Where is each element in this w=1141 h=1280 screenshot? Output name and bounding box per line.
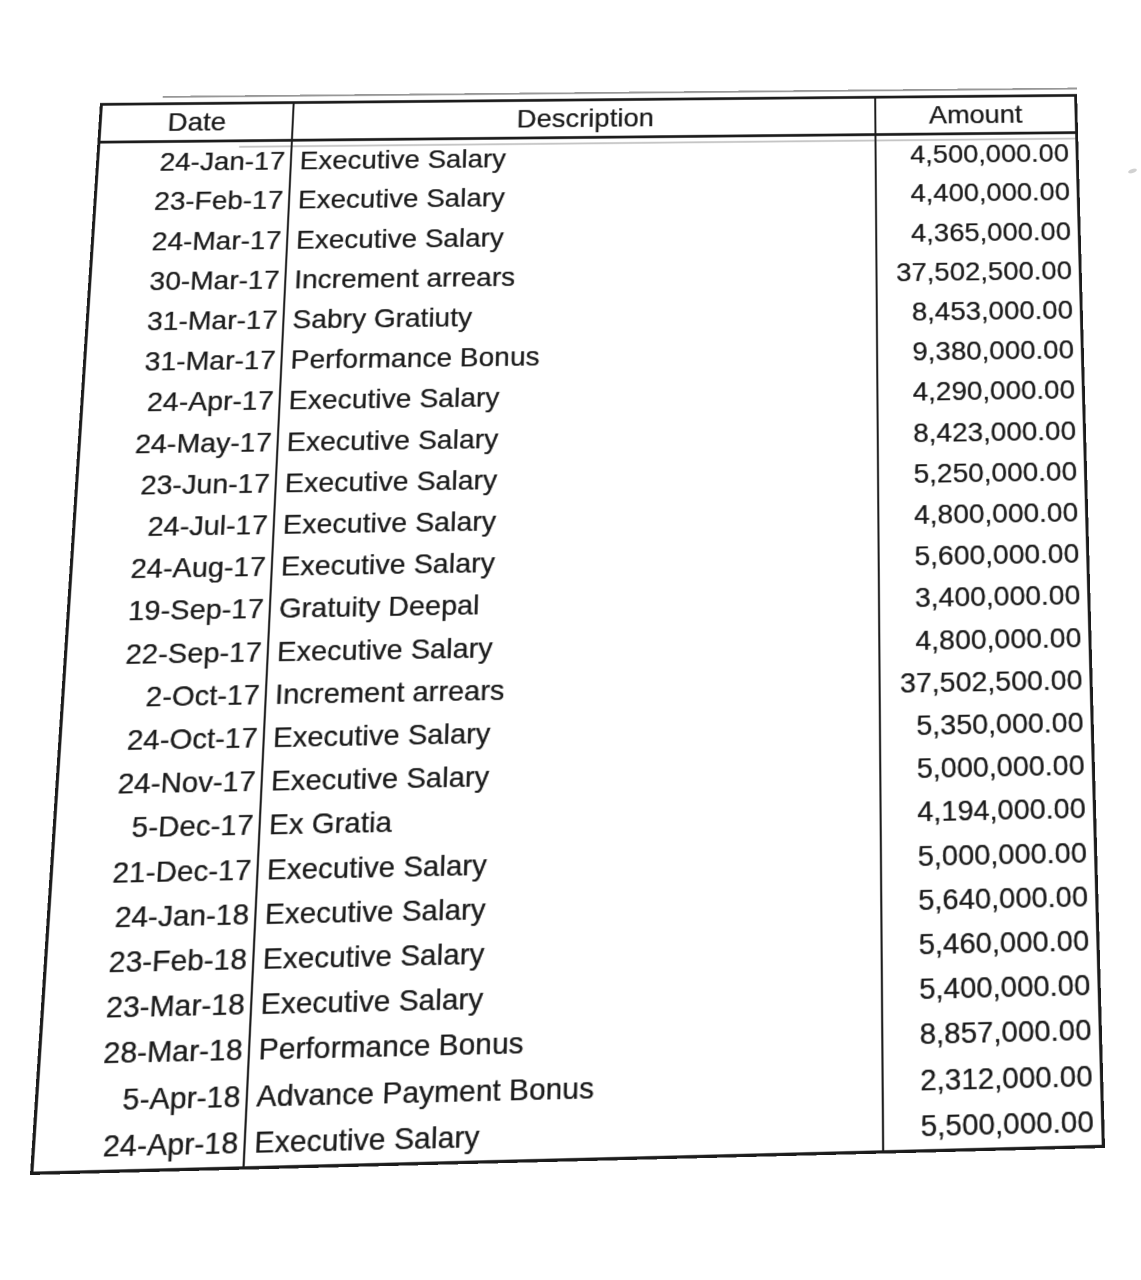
table-body: [33, 134, 1101, 1172]
amount-cell: 8,453,000.00: [911, 294, 1074, 327]
description-cell: Executive Salary: [278, 413, 879, 463]
amount-cell: 5,640,000.00: [918, 879, 1089, 917]
date-cell: 19-Sep-17: [68, 588, 271, 634]
date-cell: 24-Jan-17: [98, 142, 293, 183]
date-cell: 24-Oct-17: [60, 716, 266, 763]
amount-cell: 5,250,000.00: [913, 455, 1078, 489]
description-cell: Performance Bonus: [249, 1013, 883, 1073]
amount-cell: 5,500,000.00: [920, 1104, 1095, 1143]
date-cell: 24-Mar-17: [93, 220, 290, 262]
date-cell: 23-Feb-18: [46, 937, 256, 987]
description-cell: Increment arrears: [266, 662, 881, 716]
amount-cell: 5,460,000.00: [918, 924, 1090, 961]
column-header-description: Description: [293, 99, 876, 139]
date-cell: 24-Aug-17: [71, 546, 274, 591]
column-header-date: Date: [101, 104, 295, 141]
date-cell: 24-Jan-18: [48, 892, 257, 941]
description-cell: Executive Salary: [276, 454, 879, 504]
description-cell: Gratuity Deepal: [270, 578, 880, 630]
description-cell: Executive Salary: [251, 968, 883, 1028]
date-cell: 31-Mar-17: [87, 300, 285, 343]
date-cell: 23-Mar-18: [43, 982, 254, 1032]
scan-ghost-line-top: [163, 88, 1077, 98]
description-cell: Executive Salary: [268, 620, 881, 673]
date-cell: 2-Oct-17: [63, 673, 268, 720]
description-cell: Executive Salary: [258, 835, 883, 892]
description-cell: Executive Salary: [245, 1104, 885, 1166]
amount-cell: 4,500,000.00: [910, 138, 1070, 169]
description-cell: Executive Salary: [262, 748, 882, 803]
date-cell: 23-Feb-17: [95, 181, 291, 223]
amount-cell: 5,600,000.00: [914, 538, 1080, 572]
description-cell: Increment arrears: [285, 253, 877, 300]
amount-cell: 5,000,000.00: [916, 749, 1086, 785]
amount-cell: 9,380,000.00: [912, 334, 1075, 367]
date-cell: 24-Apr-17: [82, 381, 282, 425]
amount-cell: 37,502,500.00: [895, 255, 1073, 287]
description-cell: Ex Gratia: [260, 791, 882, 847]
date-cell: 31-Mar-17: [85, 340, 284, 383]
description-cell: Executive Salary: [264, 705, 881, 760]
date-cell: 21-Dec-17: [51, 848, 259, 897]
date-cell: 24-Jul-17: [74, 504, 276, 549]
payroll-table: [30, 94, 1105, 1175]
column-header-amount: Amount: [928, 99, 1023, 130]
date-cell: 24-Nov-17: [57, 760, 264, 808]
description-cell: Executive Salary: [291, 136, 877, 181]
description-cell: Executive Salary: [272, 536, 880, 588]
amount-cell: 4,194,000.00: [917, 792, 1087, 828]
amount-cell: 4,290,000.00: [912, 374, 1076, 407]
amount-cell: 5,350,000.00: [916, 706, 1084, 742]
date-cell: 5-Dec-17: [54, 803, 261, 851]
description-cell: Performance Bonus: [282, 332, 879, 380]
amount-cell: 4,800,000.00: [915, 621, 1082, 656]
amount-cell: 37,502,500.00: [899, 663, 1083, 699]
description-cell: Sabry Gratiuty: [284, 293, 878, 340]
date-cell: 30-Mar-17: [90, 260, 287, 302]
amount-cell: 3,400,000.00: [914, 579, 1081, 614]
description-cell: Executive Salary: [253, 923, 882, 982]
date-cell: 23-Jun-17: [77, 463, 278, 508]
amount-cell: 2,312,000.00: [919, 1058, 1093, 1097]
date-cell: 24-Apr-18: [34, 1120, 247, 1172]
date-cell: 22-Sep-17: [66, 630, 270, 676]
description-cell: Executive Salary: [280, 373, 879, 422]
description-cell: Executive Salary: [289, 175, 877, 220]
amount-cell: 8,857,000.00: [919, 1013, 1092, 1051]
date-cell: 28-Mar-18: [40, 1027, 252, 1078]
amount-cell: 8,423,000.00: [913, 415, 1077, 448]
description-cell: Advance Payment Bonus: [247, 1058, 884, 1119]
date-cell: 24-May-17: [79, 421, 279, 465]
amount-cell: 4,365,000.00: [910, 216, 1072, 247]
description-cell: Executive Salary: [274, 495, 880, 546]
amount-cell: 5,400,000.00: [919, 968, 1091, 1006]
description-cell: Executive Salary: [255, 879, 882, 937]
description-cell: Executive Salary: [287, 214, 877, 260]
date-cell: 5-Apr-18: [37, 1073, 250, 1124]
amount-cell: 4,800,000.00: [913, 496, 1079, 530]
scan-speck: [1128, 168, 1138, 175]
amount-cell: 4,400,000.00: [910, 177, 1071, 208]
amount-cell: 5,000,000.00: [917, 836, 1088, 872]
